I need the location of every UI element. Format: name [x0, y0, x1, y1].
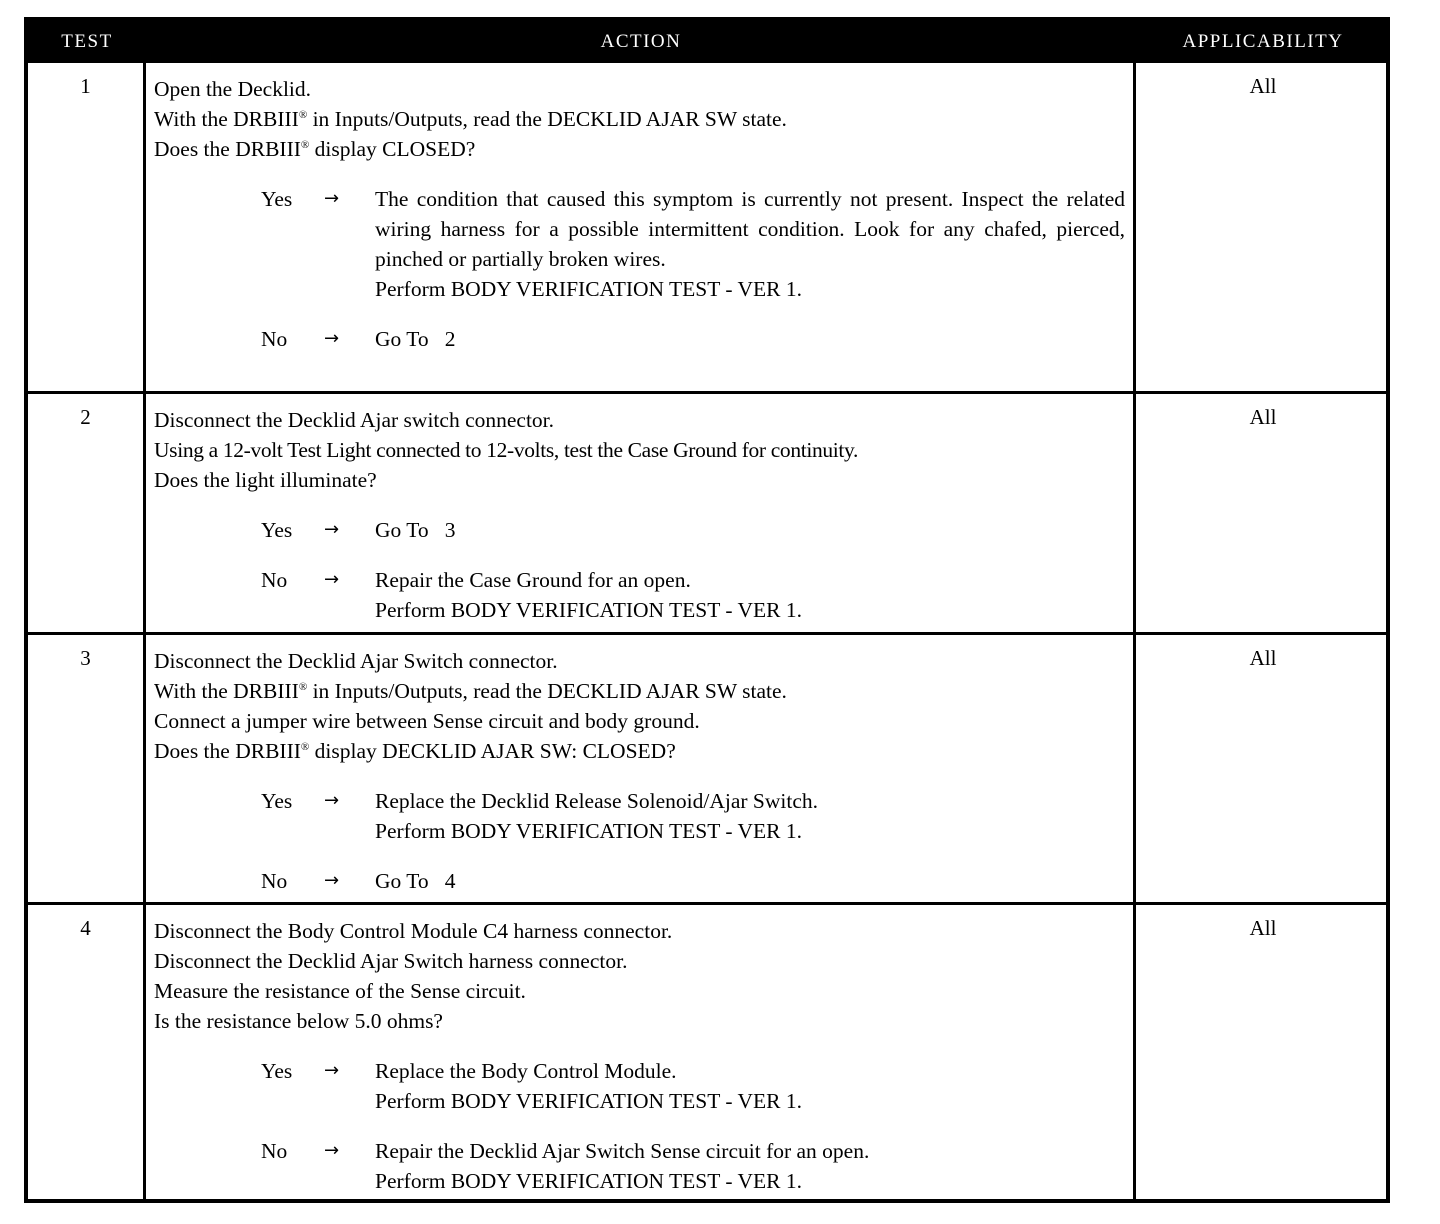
applicability-value: All	[1249, 74, 1277, 98]
action-step: Open the Decklid.	[154, 77, 312, 101]
test-row-2	[28, 394, 1386, 635]
action-step: Disconnect the Decklid Ajar Switch connector.	[154, 649, 558, 673]
test-number: 2	[28, 394, 146, 632]
action-cell	[146, 394, 1136, 632]
outcome-no	[154, 1136, 1125, 1196]
action-cell	[146, 635, 1136, 902]
action-step: With the DRBIII® in Inputs/Outputs, read the DECKLID AJAR SW state.	[154, 107, 787, 131]
right-arrow-icon: →	[324, 328, 340, 349]
outcome-label: Yes	[261, 518, 293, 542]
outcome-no	[154, 565, 1125, 625]
table-header-row	[28, 21, 1386, 63]
outcome-label: Yes	[261, 789, 293, 813]
column-header-action: ACTION	[600, 31, 682, 52]
action-step: Disconnect the Decklid Ajar Switch harness connector.	[154, 949, 628, 973]
registered-mark: ®	[298, 681, 308, 693]
test-number: 3	[28, 635, 146, 902]
test-row-3	[28, 635, 1386, 905]
outcome-no	[154, 324, 1125, 354]
right-arrow-icon: →	[324, 790, 340, 811]
outcome-label: No	[261, 568, 288, 592]
outcome-label: No	[261, 869, 288, 893]
outcome-yes	[154, 184, 1125, 304]
action-step: Disconnect the Body Control Module C4 harness connector.	[154, 919, 673, 943]
outcome-label: No	[261, 1139, 288, 1163]
outcome-text: Repair the Case Ground for an open.	[375, 568, 691, 592]
applicability-value: All	[1249, 916, 1277, 940]
outcome-text: Perform BODY VERIFICATION TEST - VER 1.	[375, 1089, 803, 1113]
test-row-1	[28, 63, 1386, 394]
outcome-text: Perform BODY VERIFICATION TEST - VER 1.	[375, 598, 803, 622]
outcome-text: Go To 4	[375, 869, 456, 893]
column-header-applicability: APPLICABILITY	[1182, 31, 1344, 52]
test-row-4	[28, 905, 1386, 1199]
outcome-label: No	[261, 327, 288, 351]
column-header-test: TEST	[61, 31, 113, 52]
registered-mark: ®	[298, 109, 308, 121]
applicability-value: All	[1249, 646, 1277, 670]
outcome-label: Yes	[261, 1059, 293, 1083]
action-step: Connect a jumper wire between Sense circuit and body ground.	[154, 709, 700, 733]
action-step: Does the light illuminate?	[154, 468, 377, 492]
test-number: 4	[28, 905, 146, 1199]
outcome-text: Perform BODY VERIFICATION TEST - VER 1.	[375, 819, 803, 843]
right-arrow-icon: →	[324, 188, 340, 209]
outcome-text: The condition that caused this symptom is currently not present. Inspect the related wiring harness for a possible intermittent condition. Look for any chafed, pierced, pinched or partially broken wires.	[375, 187, 1125, 271]
action-cell	[146, 63, 1136, 391]
outcome-yes	[154, 786, 1125, 846]
outcome-text: Replace the Decklid Release Solenoid/Ajar Switch.	[375, 789, 819, 813]
right-arrow-icon: →	[324, 569, 340, 590]
action-cell	[146, 905, 1136, 1199]
action-step: Measure the resistance of the Sense circuit.	[154, 979, 526, 1003]
outcome-text: Go To 2	[375, 327, 456, 351]
action-step: Is the resistance below 5.0 ohms?	[154, 1009, 443, 1033]
right-arrow-icon: →	[324, 519, 340, 540]
outcome-text: Replace the Body Control Module.	[375, 1059, 677, 1083]
action-step: Disconnect the Decklid Ajar switch connector.	[154, 408, 555, 432]
outcome-text: Perform BODY VERIFICATION TEST - VER 1.	[375, 277, 803, 301]
outcome-text: Repair the Decklid Ajar Switch Sense circuit for an open.	[375, 1139, 870, 1163]
right-arrow-icon: →	[324, 1140, 340, 1161]
right-arrow-icon: →	[324, 1060, 340, 1081]
outcome-no	[154, 866, 1125, 896]
registered-mark: ®	[300, 741, 310, 753]
test-number: 1	[28, 63, 146, 391]
right-arrow-icon: →	[324, 870, 340, 891]
action-step: Does the DRBIII® display CLOSED?	[154, 137, 476, 161]
registered-mark: ®	[300, 139, 310, 151]
applicability-value: All	[1249, 405, 1277, 429]
outcome-text: Go To 3	[375, 518, 456, 542]
outcome-text: Perform BODY VERIFICATION TEST - VER 1.	[375, 1169, 803, 1193]
outcome-yes	[154, 515, 1125, 545]
diagnostic-test-table	[24, 17, 1390, 1203]
action-step: Using a 12-volt Test Light connected to 12-volts, test the Case Ground for continuity.	[154, 438, 859, 462]
action-step: With the DRBIII® in Inputs/Outputs, read the DECKLID AJAR SW state.	[154, 679, 787, 703]
action-step: Does the DRBIII® display DECKLID AJAR SW: CLOSED?	[154, 739, 676, 763]
outcome-label: Yes	[261, 187, 293, 211]
outcome-yes	[154, 1056, 1125, 1116]
